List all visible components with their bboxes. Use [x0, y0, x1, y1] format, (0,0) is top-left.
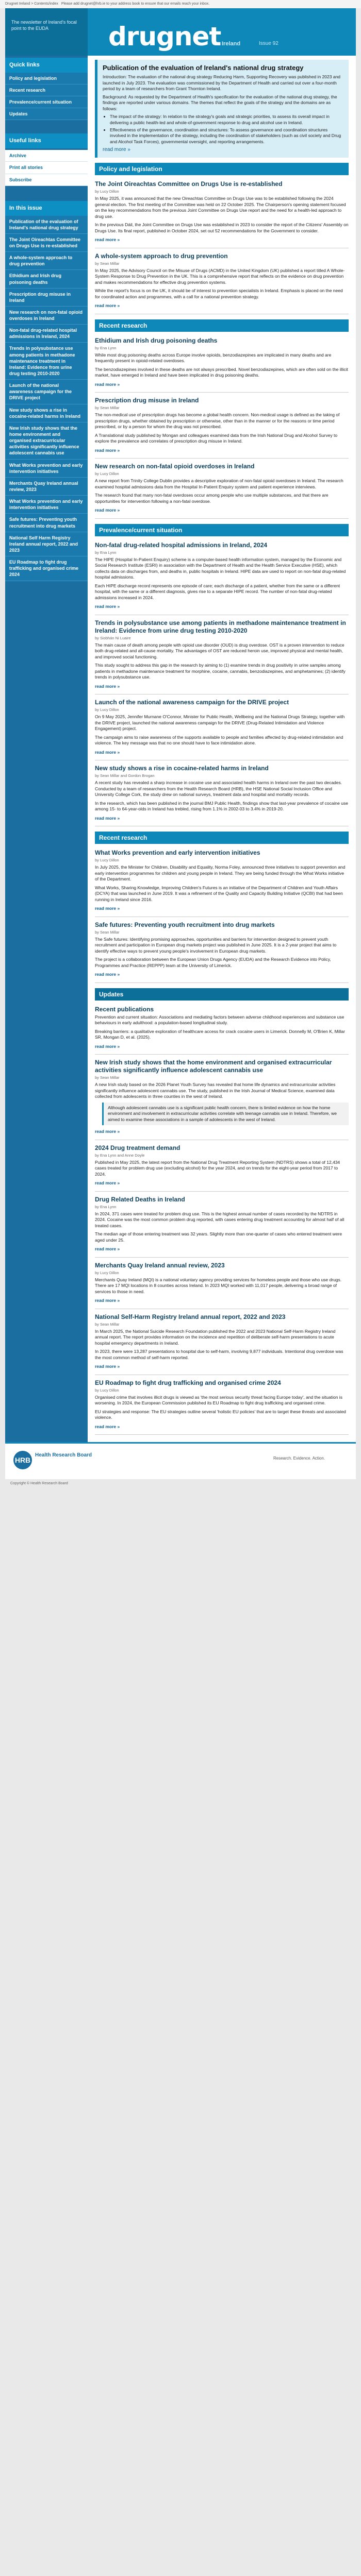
article-byline: by Sean Millar — [95, 929, 120, 935]
article-paragraph: Published in May 2025, the latest report from the National Drug Treatment Reporting System (NDTRS) shows a total of 12,434 cases treated for problem drug use (excluding alcohol) for the year 2024, and on trends for the eight-year period from 2017 to 2024. — [95, 1159, 340, 1177]
issue-link[interactable]: Safe futures: Preventing youth recruitment into drug markets — [5, 514, 88, 532]
article-title[interactable]: New study shows a rise in cocaine-related harms in Ireland — [95, 765, 269, 772]
issue-link[interactable]: Ethidium and Irish drug poisoning deaths — [5, 270, 88, 288]
article — [95, 1377, 349, 1435]
article-paragraph: The research found that many non-fatal overdoses occur among people who use multiple substances, and that there are opportunities for intervention following a non-fatal overdose. — [95, 493, 329, 504]
article — [95, 250, 349, 314]
drugnet-logo: drugnet — [108, 22, 221, 52]
article-title[interactable]: New research on non-fatal opioid overdoses in Ireland — [95, 463, 255, 470]
article-title[interactable]: Trends in polysubstance use among patients in methadone maintenance treatment in Ireland: Evidence from urine drug testing 2010-2020 — [95, 619, 346, 634]
article-paragraph: In 2023, there were 13,287 presentations to hospital due to self-harm, involving 9,877 individuals. Intentional drug overdose was the most common method of self-harm reported. — [95, 1349, 343, 1360]
article — [95, 178, 349, 248]
main-content — [88, 56, 356, 1442]
article-paragraph: Prevention and current situation: Associations and mediating factors between adverse childhood experiences and substance use behaviours in early adulthood: a population-based longitudinal study. — [95, 1014, 344, 1026]
article — [95, 1142, 349, 1192]
article — [95, 1194, 349, 1258]
article-byline: by Ena Lynn — [95, 550, 117, 555]
read-more-link[interactable]: read more » — [95, 1043, 120, 1049]
article — [95, 461, 349, 519]
article — [95, 335, 349, 393]
article-paragraph: The project is a collaboration between the European Union Drugs Agency (EUDA) and the Research Evidence into Policy, Programmes and Practice (REPPP) team at the University of Limerick. — [95, 957, 331, 968]
article-title[interactable]: 2024 Drug treatment demand — [95, 1144, 180, 1151]
top-notice-bar — [0, 0, 361, 8]
sidebar-link[interactable]: Policy and legislation — [5, 73, 88, 84]
article — [95, 1260, 349, 1309]
footer-strapline: Research. Evidence. Action. — [273, 1456, 325, 1461]
article-title[interactable]: What Works prevention and early intervention initiatives — [95, 849, 260, 857]
article-paragraph: Each HIPE discharge record represents one episode of care; each discharge of a patient, whether from the same or a different hospital, with the same or a different diagnosis, gives rise to a separate HIPE record. The number of non-fatal drug-related admissions increased in 2024. — [95, 583, 340, 600]
article-title[interactable]: Non-fatal drug-related hospital admissions in Ireland, 2024 — [95, 541, 268, 549]
article-title[interactable]: The Joint Oireachtas Committee on Drugs Use is re-established — [95, 180, 283, 188]
issue-link[interactable]: Merchants Quay Ireland annual review, 2023 — [5, 478, 88, 496]
newsletter-banner — [5, 8, 356, 56]
sidebar-link[interactable]: Archive — [5, 150, 88, 162]
issue-link[interactable]: Prescription drug misuse in Ireland — [5, 289, 88, 307]
read-more-link[interactable]: read more » — [95, 1364, 120, 1369]
article — [95, 1057, 349, 1140]
article — [95, 847, 349, 917]
issue-link[interactable]: Non-fatal drug-related hospital admissions in Ireland, 2024 — [5, 325, 88, 343]
article-paragraph: In May 2025, the Advisory Council on the Misuse of Drugs (ACMD) in the United Kingdom (UK) published a report titled A Whole-System Response to Drug Prevention in the UK. This is a comprehensive report that reflects on the evidence on drug prevention and makes recommendations for effective drug prevention systems. — [95, 267, 345, 285]
article-byline: by Sean Millar — [95, 1075, 120, 1080]
read-more-link[interactable]: read more » — [95, 1129, 120, 1134]
read-more-link[interactable]: read more » — [95, 507, 120, 513]
issue-link[interactable]: EU Roadmap to fight drug trafficking and organised crime 2024 — [5, 556, 88, 581]
copyright: Copyright © Health Research Board — [10, 1482, 68, 1486]
article-paragraph: Organised crime that involves illicit drugs is viewed as 'the most serious security threat facing Europe today', and the situation is worsening. In 2024, the European Commission published its EU Roadmap to fight drug trafficking and organised crime. — [95, 1394, 342, 1406]
article-byline: by Sean Millar — [95, 405, 120, 411]
lead-story-list — [110, 114, 343, 145]
article — [95, 1004, 349, 1055]
article-paragraph: The benzodiazepines involved in these deaths are not always prescribed. Novel benzodiazepines, which are often sold on the illicit market, have emerged in Ireland and have been implicated in drug poisoning deaths. — [95, 366, 348, 378]
article — [95, 539, 349, 615]
issue-link[interactable]: What Works prevention and early intervention initiatives — [5, 496, 88, 514]
article — [95, 762, 349, 826]
section-heading-prevalence: Prevalence/current situation — [95, 524, 349, 536]
issue-link[interactable]: New research on non-fatal opioid overdoses in Ireland — [5, 307, 88, 325]
sidebar-link[interactable]: Recent research — [5, 84, 88, 96]
read-more-link[interactable]: read more » — [95, 447, 120, 453]
article-byline: by Lucy Dillon — [95, 189, 119, 194]
read-more-link[interactable]: read more » — [95, 683, 120, 689]
issue-link[interactable]: Launch of the national awareness campaign for the DRIVE project — [5, 380, 88, 404]
read-more-link[interactable]: read more » — [95, 1180, 120, 1186]
list-item: • The impact of the strategy: In relation to the strategy's goals and strategic priorities, to assess its overall impact in delivering a public health-led and whole-of-government response to drug and alcohol use in Ireland. — [110, 114, 343, 126]
lead-story-title: Publication of the evaluation of Ireland's national drug strategy — [103, 64, 304, 72]
hrb-logo-icon: HRB — [13, 1451, 32, 1469]
read-more-link[interactable]: read more » — [95, 604, 120, 609]
article-quote: Although adolescent cannabis use is a significant public health concern, there is limited evidence on how the home environment and involvement in extracurricular activities correlate with teenage cannabis use in Ireland. Therefore, we aimed to examine these associations in a sample of adolescents in the west of Ireland. — [102, 1103, 349, 1125]
useful-links-box — [5, 150, 88, 185]
footer — [5, 1442, 356, 1479]
article-title[interactable]: EU Roadmap to fight drug trafficking and organised crime 2024 — [95, 1379, 281, 1386]
article-paragraph: A recent study has revealed a sharp increase in cocaine use and associated health harms in Ireland over the past two decades. Conducted by a team of researchers from the Health Research Board (HRB), the HSE National Social Inclusion Office and University College Cork, the study drew on national surveys, treatment data and hospital and mortality records. — [95, 780, 342, 798]
issue-link[interactable]: What Works prevention and early intervention initiatives — [5, 460, 88, 478]
article-byline: by Sean Millar — [95, 261, 120, 266]
article-title[interactable]: Merchants Quay Ireland annual review, 2023 — [95, 1261, 225, 1269]
article — [95, 1311, 349, 1375]
quick-links-heading: Quick links — [5, 58, 88, 73]
banner-issue-number: Issue 92 — [259, 41, 278, 46]
article — [95, 919, 349, 983]
article-title[interactable]: Prescription drug misuse in Ireland — [95, 397, 199, 404]
article-paragraph: In the previous Dáil, the Joint Committee on Drugs Use was established in 2023 to consider the report of the Citizens' Assembly on Drugs Use. Its final report, published in October 2024, set out 52 recommendations for the Government to consider. — [95, 222, 349, 233]
article-paragraph: The HIPE (Hospital In-Patient Enquiry) scheme is a computer-based health information system, managed by the Economic and Social Research Institute (ESRI) in association with the Department of Health and the Health Service Executive (HSE), which collects data on discharges from, and deaths in, public hospitals in Ireland. HIPE data are used to report on non-fatal drug-related hospital admissions. — [95, 556, 346, 580]
article — [95, 617, 349, 694]
article-byline: by Lucy Dillon — [95, 858, 119, 863]
read-more-link[interactable]: read more » — [95, 1423, 120, 1429]
banner-ireland-label: Ireland — [222, 41, 241, 47]
article-paragraph: While most drug poisoning deaths across Europe involve opioids, benzodiazepines are implicated in many deaths and are frequently present in opioid-related overdoses. — [95, 352, 332, 364]
article — [95, 395, 349, 459]
sidebar-spacer — [5, 188, 88, 199]
article-paragraph: In 2024, 371 cases were treated for problem drug use. This is the highest annual number of cases recorded by the NDTRS in 2024. Cocaine was the most common problem drug reported, with cases entering drug treatment accounting for almost half of all treated cases. — [95, 1211, 344, 1228]
article-paragraph: A Translational study published by Mongan and colleagues examined data from the Irish National Drug and Alcohol Survey to explore the prevalence and correlates of prescription drug misuse in Ireland. — [95, 432, 338, 444]
issue-link[interactable]: A whole-system approach to drug prevention — [5, 252, 88, 270]
article-byline: by Lucy Dillon — [95, 471, 119, 477]
article-byline: by Lucy Dillon — [95, 707, 119, 713]
article-byline: by Ena Lynn and Anne Doyle — [95, 1153, 145, 1158]
article-paragraph: In March 2025, the National Suicide Research Foundation published the 2022 and 2023 National Self-Harm Registry Ireland annual report. The report provides information on the incidence and repetition of deliberate self-harm presentations to acute hospital emergency departments in Ireland. — [95, 1328, 336, 1346]
lead-story-paragraph: Background: As requested by the Department of Health's specification for the evaluation of the national drug strategy, the findings are reported under various domains. The themes that reflect the goals of the strategy and the domains are as follows: — [103, 94, 337, 111]
banner-tagline: The newsletter of Ireland's focal point to the EUDA — [5, 8, 88, 56]
read-more-link[interactable]: read more » — [95, 1298, 120, 1303]
article-byline: by Sean Millar — [95, 1321, 120, 1327]
issue-link[interactable]: National Self Harm Registry Ireland annual report, 2022 and 2023 — [5, 532, 88, 556]
article-byline: by Sean Millar and Gordon Brogan — [95, 773, 155, 778]
article-paragraph: In May 2025, it was announced that the new Oireachtas Committee on Drugs Use was to be established following the 2024 general election. The first meeting of the Committee was held on 22 October 2025. The Chairperson's opening statement focused on the key recommendations from the previous Joint Committee on Drugs Use report and the need for a health-led approach to drug use. — [95, 196, 346, 219]
article-title[interactable]: A whole-system approach to drug prevention — [95, 252, 228, 260]
page-body — [5, 56, 356, 1442]
issue-link[interactable]: Trends in polysubstance use among patients in methadone maintenance treatment in Ireland: Evidence from urine drug testing 2010-2020 — [5, 343, 88, 380]
article-paragraph: The non-medical use of prescription drugs has become a global health concern. Non-medical usage is defined as the taking of prescription drugs, whether obtained by prescription or otherwise, other than in the manner or for the reasons or time period prescribed, or by a person for whom the drug was not prescribed. — [95, 412, 340, 430]
article-paragraph: While the report's focus is on the UK, it should be of interest to prevention specialists in Ireland. Emphasis is placed on the need for coordinated action and programmes, with a call for a national prevention strategy. — [95, 288, 343, 299]
issue-link[interactable]: New study shows a rise in cocaine-related harms in Ireland — [5, 404, 88, 422]
issue-link[interactable]: The Joint Oireachtas Committee on Drugs Use is re-established — [5, 234, 88, 252]
article-title[interactable]: National Self-Harm Registry Ireland annual report, 2022 and 2023 — [95, 1313, 286, 1320]
article-byline: by Lucy Dillon — [95, 1387, 119, 1393]
list-item: • Effectiveness of the governance, coordination and structures: To assess governance and coordination structures involved in the implementation of the strategy, including the coordination of stakeholders (such as civil society and Drug and Alcohol Task Forces), governmental oversight, and reporting arrangements. — [110, 127, 343, 145]
article-title[interactable]: Ethidium and Irish drug poisoning deaths — [95, 336, 218, 344]
in-this-issue-heading: In this issue — [5, 201, 88, 216]
lead-story-paragraph: Introduction: The evaluation of the national drug strategy Reducing Harm, Supporting Recovery was published in 2023 and launched in July 2023. The evaluation was commissioned by the Department of Health and carried out over a four-month period by a team of researchers from Grant Thornton Ireland. — [103, 74, 341, 92]
read-more-link[interactable]: read more » — [95, 972, 120, 977]
article-title[interactable]: New Irish study shows that the home environment and organised extracurricular activities significantly influence adolescent cannabis use — [95, 1059, 332, 1074]
article-title[interactable]: Drug Related Deaths in Ireland — [95, 1195, 185, 1203]
article-title[interactable]: Launch of the national awareness campaign for the DRIVE project — [95, 699, 289, 706]
hrb-name: Health Research Board — [35, 1452, 92, 1459]
sidebar — [5, 56, 88, 1442]
article-paragraph: In July 2025, the Minister for Children, Disability and Equality, Norma Foley, announced three initiatives to support prevention and early intervention programmes for children and young people in Ireland. They are being funded through the What Works initiative of the Department. — [95, 865, 346, 882]
article-paragraph: The median age of those entering treatment was 32 years. Slightly more than one-quarter of cases who entered treatment were aged under 25. — [95, 1231, 342, 1243]
sidebar-spacer — [5, 120, 88, 131]
read-more-link[interactable]: read more » — [95, 749, 120, 755]
article — [95, 697, 349, 760]
read-more-link[interactable]: read more » — [95, 237, 120, 243]
lead-story — [95, 60, 349, 158]
section-heading-responses: Recent research — [95, 832, 349, 844]
article-paragraph: This study sought to address this gap in the research by aiming to (1) examine trends in drug positivity in urine samples among patients in methadone maintenance treatment for morphine, cocaine, cannabis, benzodiazepines, and amphetamines; (2) identify trends in polysubstance use. — [95, 663, 346, 680]
read-more-link[interactable]: read more » — [95, 906, 120, 911]
section-heading-updates: Updates — [95, 988, 349, 1001]
breadcrumb[interactable]: Drugnet Ireland > Contents/index — [5, 2, 58, 6]
article-paragraph: In the research, which has been published in the journal BMJ Public Health, findings show that last-year prevalence of cocaine use among 15- to 64-year-olds in Ireland has trebled, rising from 1.1% in 2002-03 to 3.4% in 2019-20. — [95, 800, 348, 812]
issue-link[interactable]: New Irish study shows that the home environment and organised extracurricular activities significantly influence adolescent cannabis use — [5, 422, 88, 460]
sidebar-link[interactable]: Updates — [5, 108, 88, 120]
article-byline: by Siobhán Ni Luaire — [95, 635, 131, 640]
read-more-link[interactable]: read more » — [95, 815, 120, 821]
article-paragraph: The campaign aims to raise awareness of the supports available to people and families affected by drug-related intimidation and violence. The key message was that no one should have to face intimidation alone. — [95, 734, 343, 746]
read-more-link[interactable]: read more » — [95, 381, 120, 387]
sidebar-link[interactable]: Print all stories — [5, 162, 88, 174]
article-byline: by Lucy Dillon — [95, 1270, 119, 1275]
article-paragraph: The main cause of death among people with opioid use disorder (OUD) is drug overdose. OST is a proven intervention to reduce both drug-related and all-cause mortality. The advantages of OST are reduced heroin use, improved physical and mental health, and improved social functioning. — [95, 642, 344, 659]
article-paragraph: Breaking barriers: a qualitative exploration of healthcare access for crack cocaine users in Limerick. Donnelly M, O'Brien K, Millar SR, Mongan D, et al. (2025). — [95, 1028, 345, 1040]
read-more-link[interactable]: read more » — [95, 303, 120, 308]
article-paragraph: EU strategies and response: The EU strategies outline several 'holistic EU policies' that are to target these threats and associated violence. — [95, 1409, 346, 1420]
address-book-notice: Please add drugnet@hrb.ie to your address book to ensure that our emails reach your inbox. — [61, 2, 210, 6]
article-paragraph: On 9 May 2025, Jennifer Murnane O'Connor, Minister for Public Health, Wellbeing and the National Drugs Strategy, together with the DRIVE project, launched the national awareness campaign for the DRIVE (Drug-Related Intimidation and Violence Engagement) project. — [95, 714, 345, 732]
article-paragraph: What Works, Sharing Knowledge, Improving Children's Futures is an initiative of the Department of Children and Youth Affairs (DCYA) that was launched in June 2019. It was a refinement of the Quality and Capacity Building Initiative (QCBI) that had been running in Ireland since 2016. — [95, 885, 343, 902]
sidebar-link[interactable]: Prevalence/current situation — [5, 96, 88, 108]
useful-links-heading: Useful links — [5, 133, 88, 148]
article-byline: by Ena Lynn — [95, 1204, 117, 1209]
read-more-link[interactable]: read more » — [103, 147, 130, 153]
article-paragraph: A new Irish study based on the 2026 Planet Youth Survey has revealed that home life dynamics and extracurricular activities significantly influence adolescent cannabis use. The study, published in the Irish Journal of Medical Science, examined data collected from adolescents in three counties in the west of Ireland. — [95, 1082, 336, 1099]
article-paragraph: The Safe futures: Identifying promising approaches, opportunities and barriers for intervention designed to prevent youth recruitment and participation in European drug markets project was published in June 2025. It is a 2-year project that aims to identify effective ways to prevent young people's involvement in European drug markets. — [95, 936, 337, 954]
section-heading-research: Recent research — [95, 319, 349, 332]
article-title[interactable]: Recent publications — [95, 1005, 154, 1013]
read-more-link[interactable]: read more » — [95, 1246, 120, 1252]
sidebar-link[interactable]: Subscribe — [5, 174, 88, 186]
article-byline: by Ena Lynn — [95, 345, 117, 350]
article-title[interactable]: Safe futures: Preventing youth recruitment into drug markets — [95, 921, 275, 928]
article-paragraph: Merchants Quay Ireland (MQI) is a national voluntary agency providing services for homeless people and those who use drugs. There are 17 MQI locations in 8 counties across Ireland. In 2023 MQI worked with 11,017 people, delivering a broad range of services to those in need. — [95, 1277, 342, 1294]
article-paragraph: A new report from Trinity College Dublin provides a descriptive exploration of non-fatal opioid overdoses in Ireland. The research examined hospital admissions data from the Hospital In-Patient Enquiry system and patient experience interviews. — [95, 478, 343, 489]
section-heading-policy: Policy and legislation — [95, 163, 349, 175]
issue-link[interactable]: Publication of the evaluation of Ireland's national drug strategy — [5, 216, 88, 234]
